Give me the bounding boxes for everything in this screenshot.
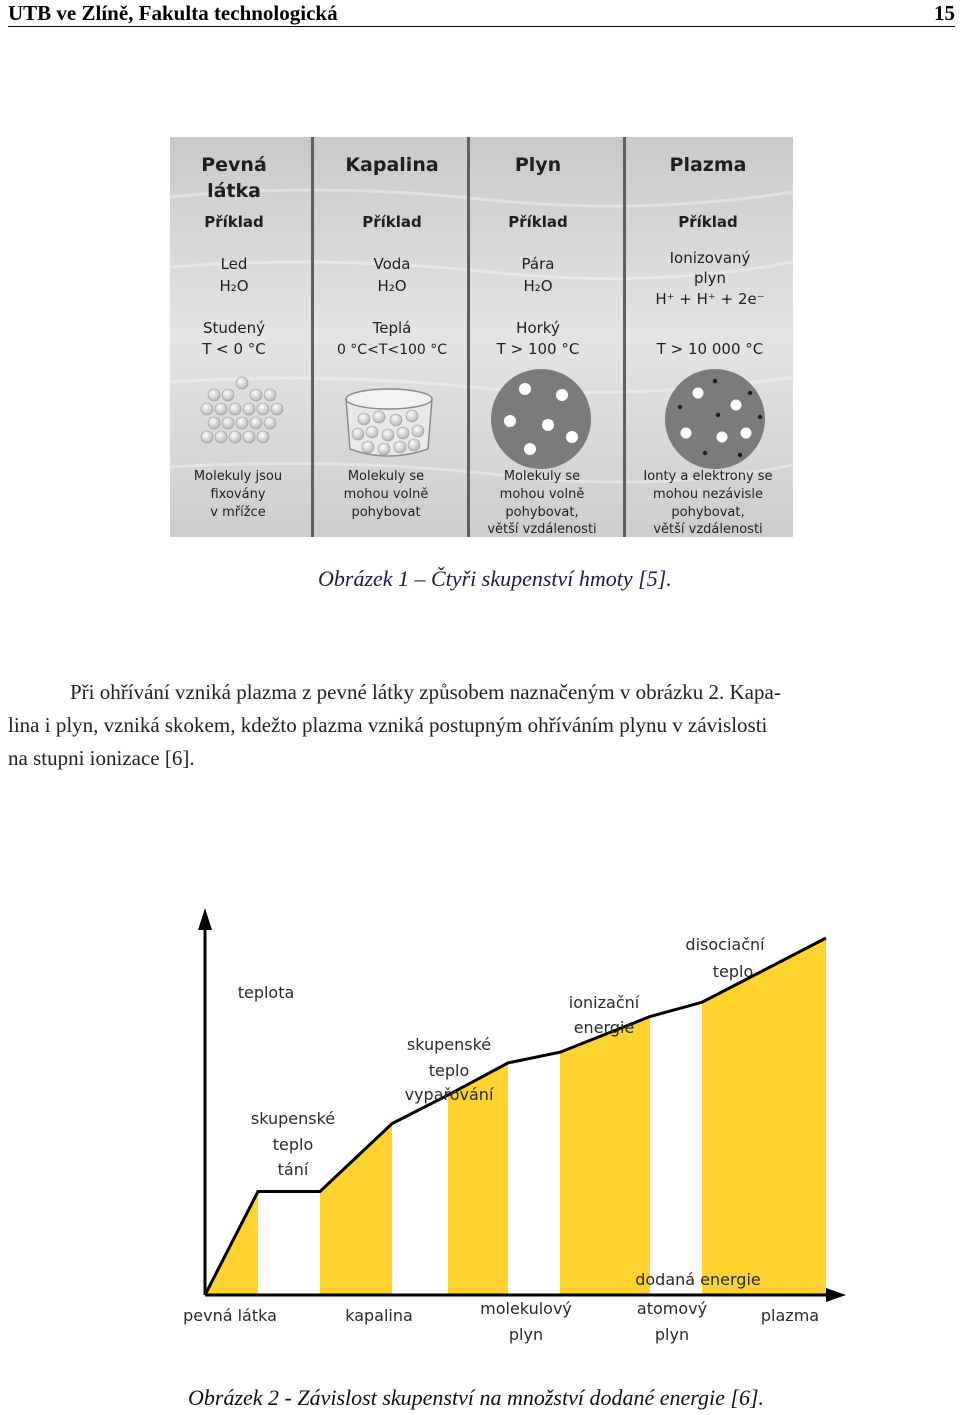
col3-temp-word: Horký <box>516 319 560 337</box>
col2-temp-range: 0 °C<T<100 °C <box>336 342 448 358</box>
paragraph-line-1 <box>8 676 952 709</box>
transition-label-melting-3: tání <box>277 1160 309 1179</box>
col3-desc-3: pohybovat, <box>505 505 579 520</box>
page-number: 15 <box>934 1 955 25</box>
col1-example-name: Led <box>220 255 248 273</box>
transition-label-vaporization-1: skupenské <box>406 1035 492 1054</box>
transition-label-melting-2: teplo <box>272 1135 314 1154</box>
col4-formula: H⁺ + H⁺ + 2e⁻ <box>655 290 765 308</box>
latent-heat-area-1 <box>258 1191 320 1295</box>
transition-label-dissociation-1: disociační <box>685 935 765 954</box>
transition-label-ionization-1: ionizační <box>568 993 640 1012</box>
phase-area-4 <box>560 1017 650 1295</box>
col4-desc-2: mohou nezávisle <box>653 487 763 502</box>
col4-temp-range: T > 10 000 °C <box>656 340 764 358</box>
col1-formula: H₂O <box>219 277 249 295</box>
col3-desc-2: mohou volně <box>499 487 585 502</box>
col4-example-name-2: plyn <box>693 269 727 287</box>
col3-example-name: Pára <box>521 255 555 273</box>
col1-title-1: Pevná <box>201 154 267 176</box>
body-paragraph <box>8 676 952 775</box>
category-atomic-gas-1: atomový <box>636 1299 708 1318</box>
figure2-caption: Obrázek 2 - Závislost skupenství na množství dodané energie [6]. <box>188 1385 765 1410</box>
states-of-matter-figure <box>170 137 793 537</box>
transition-label-dissociation-2: teplo <box>712 962 754 981</box>
col1-example-label: Příklad <box>204 213 264 231</box>
category-molecular-gas-1: molekulový <box>480 1299 572 1318</box>
col4-desc-1: Ionty a elektrony se <box>643 469 773 484</box>
x-axis-arrow-icon <box>826 1288 846 1302</box>
paragraph-line-2: lina i plyn, vzniká skokem, kdežto plazma vzniká postupným ohříváním plynu v závislosti <box>8 713 768 737</box>
col1-temp-range: T < 0 °C <box>202 340 266 358</box>
y-axis-label: teplota <box>237 983 295 1002</box>
liquid-beaker-illustration <box>346 389 432 456</box>
col3-example-label: Příklad <box>508 213 568 231</box>
paragraph-line-3: na stupni ionizace [6]. <box>8 746 195 770</box>
latent-heat-area-2 <box>392 1095 448 1295</box>
col2-desc-3: pohybovat <box>351 505 421 520</box>
col3-desc-1: Molekuly se <box>503 469 581 484</box>
transition-label-ionization-2: energie <box>573 1018 635 1037</box>
category-plasma: plazma <box>760 1306 820 1325</box>
x-axis-label: dodaná energie <box>635 1270 761 1289</box>
plasma-illustration <box>665 369 765 469</box>
y-axis-arrow-icon <box>198 908 212 930</box>
paragraph-line-1-text: Při ohřívání vzniká plazma z pevné látky způsobem naznačeným v obrázku 2. Kapa- <box>70 680 781 704</box>
col2-desc-1: Molekuly se <box>347 469 425 484</box>
col2-example-name: Voda <box>373 255 411 273</box>
col1-desc-3: v mřížce <box>210 505 266 520</box>
col2-example-label: Příklad <box>362 213 422 231</box>
energy-temperature-chart <box>158 900 848 1350</box>
col3-desc-4: větší vzdálenosti <box>487 522 597 537</box>
col1-temp-word: Studený <box>202 319 266 337</box>
transition-label-vaporization-3: vypařování <box>404 1085 494 1104</box>
figure1-caption: Obrázek 1 – Čtyři skupenství hmoty [5]. <box>318 566 672 591</box>
category-liquid: kapalina <box>345 1306 413 1325</box>
col4-desc-4: větší vzdálenosti <box>653 522 763 537</box>
col3-formula: H₂O <box>523 277 553 295</box>
phase-area-2 <box>320 1124 392 1295</box>
col2-formula: H₂O <box>377 277 407 295</box>
col2-temp-word: Teplá <box>372 319 412 337</box>
col2-title: Kapalina <box>345 154 439 176</box>
col1-desc-1: Molekuly jsou <box>193 469 283 484</box>
transition-label-melting-1: skupenské <box>250 1109 336 1128</box>
transition-label-vaporization-2: teplo <box>428 1061 470 1080</box>
col1-title-2: látka <box>207 180 261 202</box>
category-molecular-gas-2: plyn <box>508 1325 544 1344</box>
latent-heat-area-4 <box>650 1002 702 1295</box>
page-header <box>8 0 955 27</box>
col4-title: Plazma <box>669 154 747 176</box>
col4-example-name-1: Ionizovaný <box>669 249 751 267</box>
category-solid: pevná látka <box>183 1306 277 1325</box>
col4-desc-3: pohybovat, <box>671 505 745 520</box>
gas-illustration <box>491 369 591 469</box>
col3-title: Plyn <box>514 154 562 176</box>
header-title: UTB ve Zlíně, Fakulta technologická <box>8 1 338 25</box>
col2-desc-2: mohou volně <box>343 487 429 502</box>
col3-temp-range: T > 100 °C <box>496 340 580 358</box>
col4-example-label: Příklad <box>678 213 738 231</box>
col1-desc-2: fixovány <box>210 487 266 502</box>
latent-heat-area-3 <box>508 1052 560 1295</box>
category-atomic-gas-2: plyn <box>654 1325 690 1344</box>
